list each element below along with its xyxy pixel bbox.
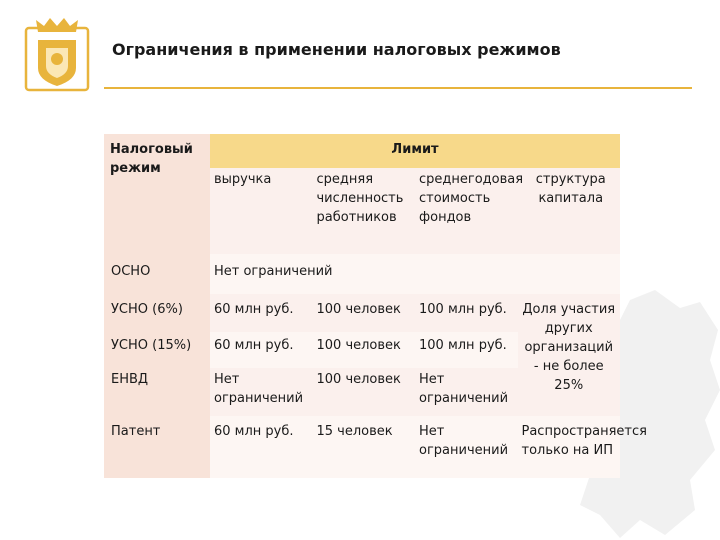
- row-regime: [104, 416, 210, 478]
- row-capital-shared: [518, 294, 621, 416]
- row-revenue: [210, 332, 313, 368]
- row-capital-text: Доля участия других организаций - не более 25%: [522, 302, 616, 393]
- subheader-assets: [415, 168, 524, 254]
- subheader-capital-text: структура капитала: [535, 172, 606, 206]
- row-capital: [518, 416, 647, 478]
- subheader-employees: [313, 168, 416, 254]
- table-row: [104, 416, 620, 478]
- row-revenue-text: 60 млн руб.: [214, 424, 294, 439]
- subheader-revenue: [210, 168, 313, 254]
- row-regime-text: Патент: [111, 424, 161, 439]
- subheader-assets-text: среднегодовая стоимость фондов: [419, 172, 524, 225]
- subheader-revenue-text: выручка: [214, 172, 272, 187]
- row-employees-text: 15 человек: [316, 424, 393, 439]
- row-regime-text: ОСНО: [111, 264, 151, 279]
- tax-regimes-table: [104, 134, 647, 478]
- row-assets: [415, 332, 518, 368]
- row-revenue-text: Нет ограничений: [214, 372, 304, 406]
- row-employees-text: 100 человек: [316, 338, 401, 353]
- row-assets: [415, 368, 518, 416]
- row-revenue-text: 60 млн руб.: [214, 302, 294, 317]
- row-assets-text: Нет ограничений: [419, 372, 509, 406]
- row-assets-text: Нет ограничений: [419, 424, 509, 458]
- row-regime: [104, 368, 210, 416]
- header-regime: Налоговый режим: [104, 134, 210, 254]
- header-limit: Лимит: [210, 134, 620, 168]
- row-employees-text: 100 человек: [316, 302, 401, 317]
- row-revenue-text: 60 млн руб.: [214, 338, 294, 353]
- page-title: Ограничения в применении налоговых режимов: [112, 40, 561, 59]
- subheader-capital: [518, 168, 621, 254]
- table-row: [104, 254, 620, 294]
- row-revenue: [210, 416, 313, 478]
- row-assets: [415, 416, 518, 478]
- row-employees: [313, 416, 416, 478]
- title-divider: [104, 87, 692, 89]
- row-revenue: [210, 368, 313, 416]
- table-row: [104, 294, 620, 332]
- row-employees: [313, 368, 416, 416]
- coat-of-arms-icon: [22, 14, 92, 94]
- row-regime: [104, 294, 210, 332]
- row-regime-text: ЕНВД: [111, 372, 149, 387]
- row-revenue: [210, 294, 313, 332]
- row-capital-text: Распространяется только на ИП: [521, 424, 647, 458]
- row-assets-text: 100 млн руб.: [419, 302, 507, 317]
- row-merged-text: Нет ограничений: [214, 264, 333, 279]
- row-assets-text: 100 млн руб.: [419, 338, 507, 353]
- row-merged-limit: [210, 254, 620, 294]
- row-assets: [415, 294, 518, 332]
- table-header-row: [104, 134, 620, 168]
- row-employees: [313, 332, 416, 368]
- row-regime: [104, 332, 210, 368]
- row-employees: [313, 294, 416, 332]
- row-employees-text: 100 человек: [316, 372, 401, 387]
- row-regime-text: УСНО (6%): [111, 302, 183, 317]
- row-regime: [104, 254, 210, 294]
- row-regime-text: УСНО (15%): [111, 338, 192, 353]
- subheader-employees-text: средняя численность работников: [316, 172, 404, 225]
